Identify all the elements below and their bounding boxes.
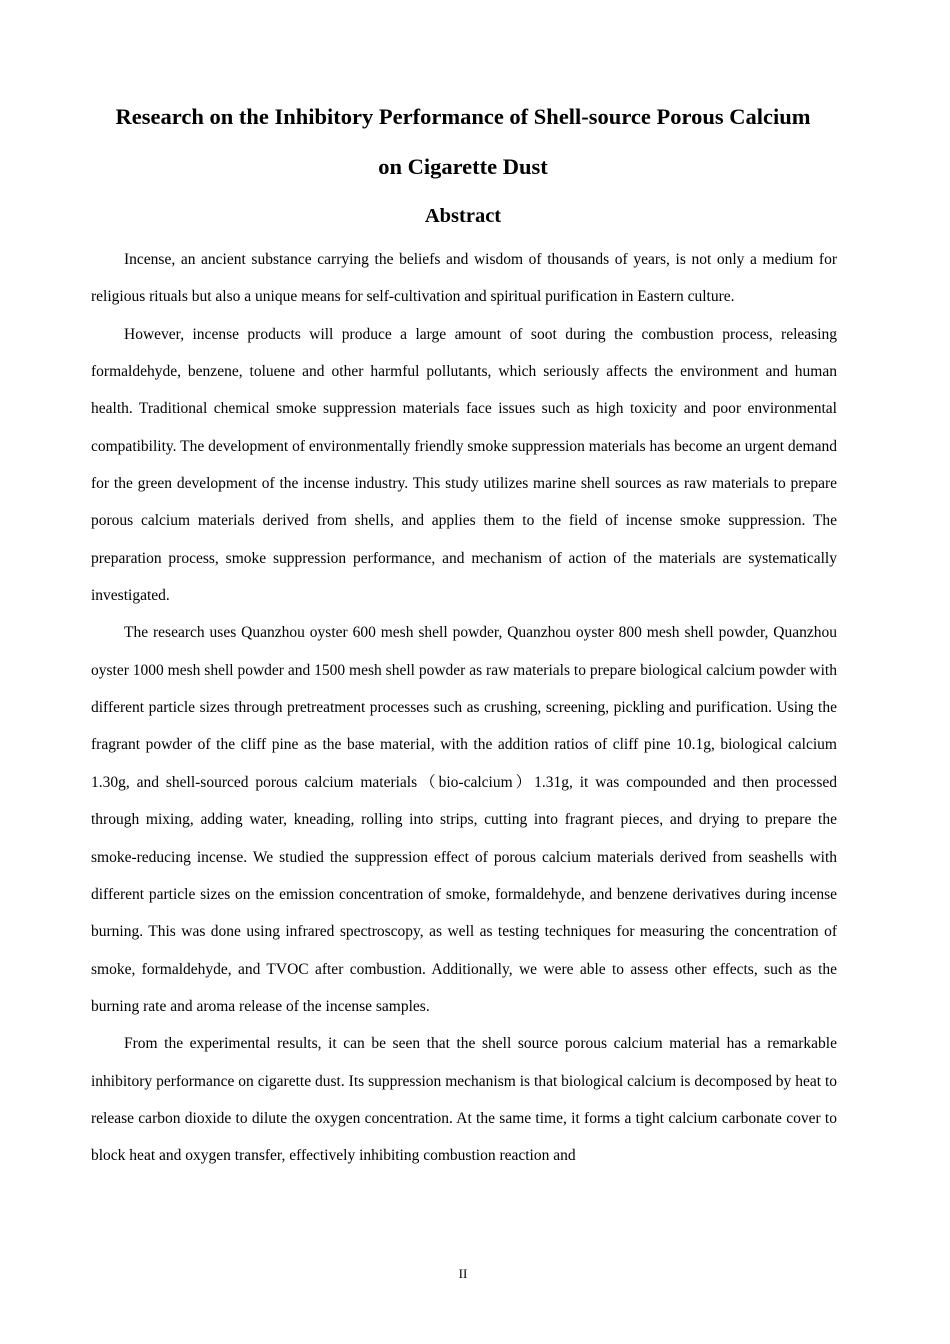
- page-number: II: [458, 1266, 468, 1281]
- paragraph-4: From the experimental results, it can be seen that the shell source porous calcium material has a remarkable inhibitory performance on cigarette dust. Its suppression mechanism is that biological calcium is decomposed by heat to release carbon dioxide to dilute the oxygen concentration. At the same time, it forms a tight calcium carbonate cover to block heat and oxygen transfer, effectively inhibiting combustion reaction and: [91, 1035, 837, 1165]
- abstract-heading: Abstract: [424, 205, 502, 227]
- title-line-2: on Cigarette Dust: [378, 154, 548, 179]
- abstract-body: [91, 241, 837, 1175]
- title-line-1: Research on the Inhibitory Performance of Shell-source Porous Calcium: [115, 104, 811, 129]
- paragraph-2: However, incense products will produce a large amount of soot during the combustion process, releasing formaldehyde, benzene, toluene and other harmful pollutants, which seriously affects the environment and human health. Traditional chemical smoke suppression materials face issues such as high toxicity and poor environmental compatibility. The development of environmentally friendly smoke suppression materials has become an urgent demand for the green development of the incense industry. This study utilizes marine shell sources as raw materials to prepare porous calcium materials derived from shells, and applies them to the field of incense smoke suppression. The preparation process, smoke suppression performance, and mechanism of action of the materials are systematically investigated.: [91, 325, 837, 605]
- paragraph-1: Incense, an ancient substance carrying the beliefs and wisdom of thousands of years, is not only a medium for religious rituals but also a unique means for self-cultivation and spiritual purification in Eastern culture.: [91, 251, 837, 306]
- paragraph-3: The research uses Quanzhou oyster 600 mesh shell powder, Quanzhou oyster 800 mesh shell powder, Quanzhou oyster 1000 mesh shell powder and 1500 mesh shell powder as raw materials to prepare biological calcium powder with different particle sizes through pretreatment processes such as crushing, screening, pickling and purification. Using the fragrant powder of the cliff pine as the base material, with the addition ratios of cliff pine 10.1g, biological calcium 1.30g, and shell-sourced porous calcium materials（bio-calcium）1.31g, it was compounded and then processed through mixing, adding water, kneading, rolling into strips, cutting into fragrant pieces, and drying to prepare the smoke-reducing incense. We studied the suppression effect of porous calcium materials derived from seashells with different particle sizes on the emission concentration of smoke, formaldehyde, and benzene derivatives during incense burning. This was done using infrared spectroscopy, as well as testing techniques for measuring the concentration of smoke, formaldehyde, and TVOC after combustion. Additionally, we were able to assess other effects, such as the burning rate and aroma release of the incense samples.: [91, 624, 837, 1015]
